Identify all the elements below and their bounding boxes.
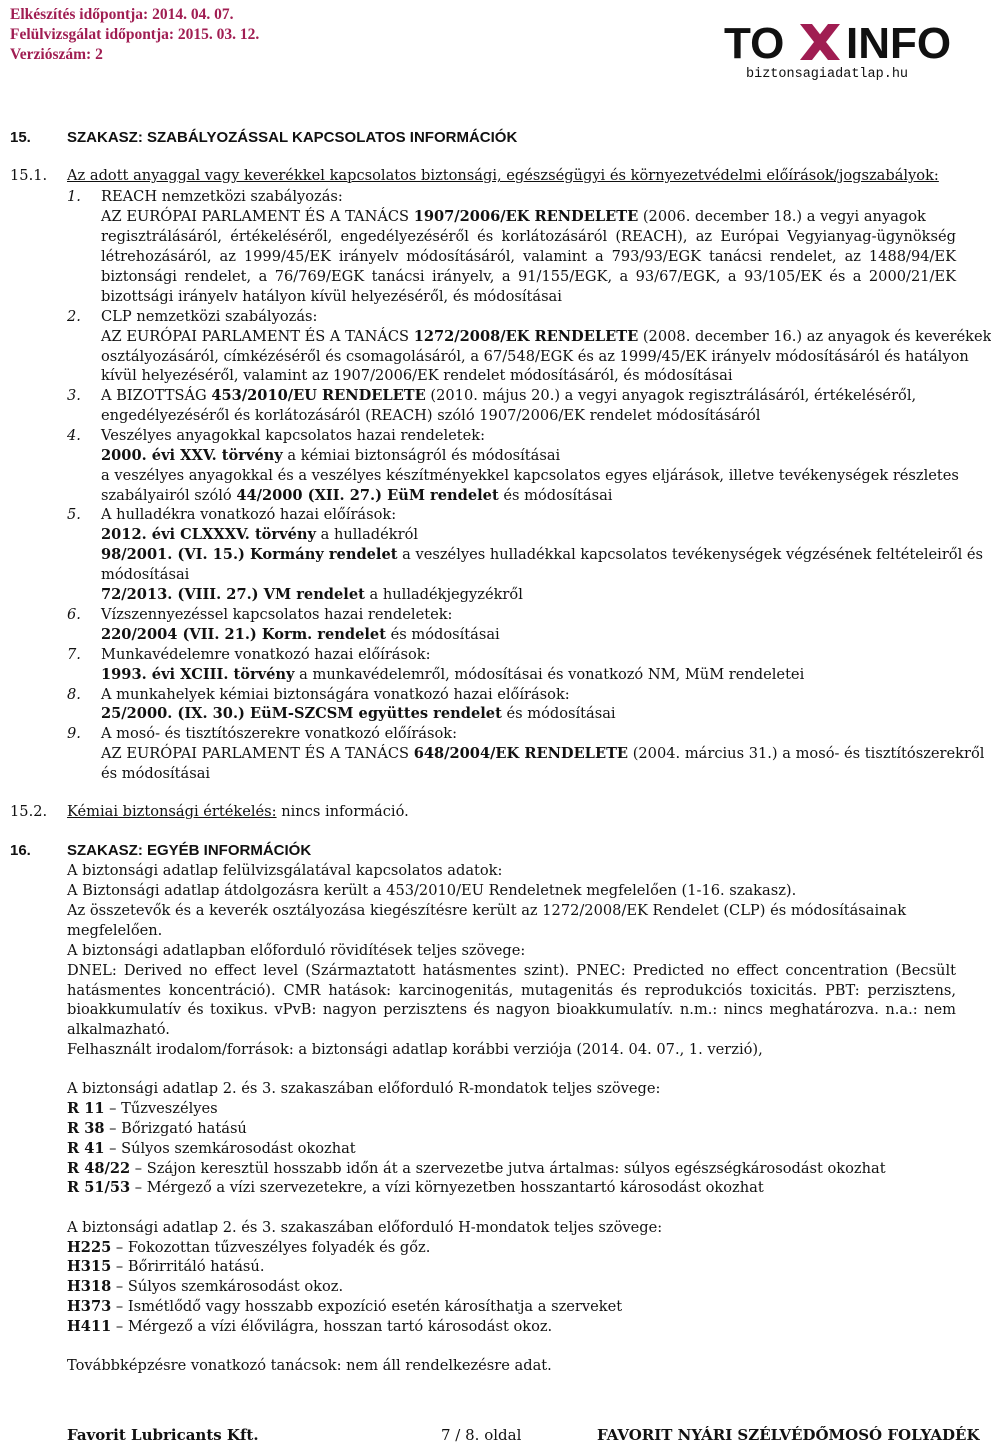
- section-16-number: 16.: [10, 842, 31, 859]
- r-phrase-item: R 41 – Súlyos szemkárosodást okozhat: [67, 1140, 356, 1157]
- item-2-line-2: osztályozásáról, címkézéséről és csomagolásáról, a 67/548/EGK és az 1999/45/EK irányelv módosításáról és hatályon: [101, 348, 969, 365]
- h-phrase-item: H411 – Mérgező a vízi élővilágra, hosszan tartó károsodást okoz.: [67, 1318, 553, 1335]
- item-5-gov-decree-cont: módosításai: [101, 566, 190, 583]
- s16-line-3: Az összetevők és a keverék osztályozása kiegészítésre került az 1272/2008/EK Rendelet (CLP) és módosításainak: [67, 902, 907, 919]
- s16-line-2: A Biztonsági adatlap átdolgozásra került a 453/2010/EU Rendeletnek megfelelően (1-16. szakasz).: [67, 882, 797, 899]
- section-16-title: SZAKASZ: EGYÉB INFORMÁCIÓK: [67, 842, 312, 859]
- footer-product-name: FAVORIT NYÁRI SZÉLVÉDŐMOSÓ FOLYADÉK: [597, 1426, 980, 1444]
- item-9-number: 9.: [67, 725, 81, 742]
- subsection-15-2-number: 15.2.: [10, 803, 48, 820]
- training-advice: Továbbképzésre vonatkozó tanácsok: nem áll rendelkezésre adat.: [67, 1357, 552, 1374]
- logo-text-right: INFO: [846, 19, 952, 68]
- section-15-number: 15.: [10, 129, 31, 146]
- subsection-15-2: Kémiai biztonsági értékelés: nincs információ.: [67, 803, 409, 820]
- s16-line-4: megfelelően.: [67, 922, 163, 939]
- item-4-law: 2000. évi XXV. törvény a kémiai biztonságról és módosításai: [101, 447, 561, 464]
- s16-line-6: DNEL: Derived no effect level (Származtatott hatásmentes szint). PNEC: Predicted no effect concentration (Becsült: [67, 962, 956, 979]
- s16-line-8: bioakkumulatív és toxikus. vPvB: nagyon perzisztens és nagyon bioakkumulatív. n.m.: nincs meghatározva. n.a.: nem: [67, 1001, 956, 1018]
- reviewed-date: Felülvizsgálat időpontja: 2015. 03. 12.: [10, 26, 260, 43]
- item-5-title: A hulladékra vonatkozó hazai előírások:: [101, 506, 397, 523]
- item-4-title: Veszélyes anyagokkal kapcsolatos hazai rendeletek:: [101, 427, 486, 444]
- r-phrase-item: R 38 – Bőrizgató hatású: [67, 1120, 247, 1137]
- s16-line-10: Felhasznált irodalom/források: a biztonsági adatlap korábbi verziója (2014. 04. 07., 1. verzió),: [67, 1041, 763, 1058]
- item-8-number: 8.: [67, 686, 81, 703]
- item-3-line-2: engedélyezéséről és korlátozásáról (REACH) szóló 1907/2006/EK rendelet módosításáról: [101, 407, 761, 424]
- section-15-title: SZAKASZ: SZABÁLYOZÁSSAL KAPCSOLATOS INFORMÁCIÓK: [67, 129, 518, 146]
- item-1-number: 1.: [67, 188, 81, 205]
- item-8-title: A munkahelyek kémiai biztonságára vonatkozó hazai előírások:: [101, 686, 570, 703]
- item-8-decree: 25/2000. (IX. 30.) EüM-SZCSM együttes rendelet és módosításai: [101, 705, 616, 722]
- h-phrase-item: H315 – Bőrirritáló hatású.: [67, 1258, 265, 1275]
- item-1-line-3: létrehozásáról, az 1999/45/EK irányelv módosításáról, valamint a 793/93/EGK tanácsi rendelet, az 1488/94/EK: [101, 248, 956, 265]
- item-4-line-b: a veszélyes anyagokkal és a veszélyes készítményekkel kapcsolatos egyes eljárások, illetve tevékenységek részletes: [101, 467, 959, 484]
- subsection-15-1-number: 15.1.: [10, 167, 48, 184]
- item-2-line-3: kívül helyezéséről, valamint az 1907/2006/EK rendelet módosításáról, és módosításai: [101, 367, 733, 384]
- item-9-regulation: AZ EURÓPAI PARLAMENT ÉS A TANÁCS 648/2004/EK RENDELETE (2004. március 31.) a mosó- és tisztítószerekről: [101, 745, 985, 762]
- logo-x-mark: [800, 24, 840, 60]
- r-phrase-item: R 48/22 – Szájon keresztül hosszabb időn át a szervezetbe jutva ártalmas: súlyos egészségkárosodást okozhat: [67, 1160, 886, 1177]
- item-4-number: 4.: [67, 427, 81, 444]
- s16-line-9: alkalmazható.: [67, 1021, 170, 1038]
- item-1-title: REACH nemzetközi szabályozás:: [101, 188, 343, 205]
- item-6-decree: 220/2004 (VII. 21.) Korm. rendelet és módosításai: [101, 626, 500, 643]
- item-1-line-5: bizottsági irányelv hatályon kívül helyezéséről, és módosításai: [101, 288, 562, 305]
- item-1-line-4: biztonsági rendelet, a 76/769/EGK tanácsi irányelv, a 91/155/EGK, a 93/67/EGK, a 93/105/EK és a 2000/21/EK: [101, 268, 956, 285]
- item-1-line-2: regisztrálásáról, értékeléséről, engedélyezéséről és korlátozásáról (REACH), az Európai Vegyianyag-ügynökség: [101, 228, 956, 245]
- footer-page-number: 7 / 8. oldal: [441, 1426, 522, 1444]
- s16-line-1: A biztonsági adatlap felülvizsgálatával kapcsolatos adatok:: [67, 862, 503, 879]
- item-6-number: 6.: [67, 606, 81, 623]
- r-phrase-item: R 11 – Tűzveszélyes: [67, 1100, 218, 1117]
- item-9-title: A mosó- és tisztítószerekre vonatkozó előírások:: [101, 725, 458, 742]
- r-phrases-intro: A biztonsági adatlap 2. és 3. szakaszában előforduló R-mondatok teljes szövege:: [67, 1080, 661, 1097]
- footer-company: Favorit Lubricants Kft.: [67, 1426, 259, 1444]
- toxinfo-logo: [724, 19, 952, 68]
- h-phrase-item: H225 – Fokozottan tűzveszélyes folyadék és gőz.: [67, 1239, 431, 1256]
- item-7-law: 1993. évi XCIII. törvény a munkavédelemről, módosításai és vonatkozó NM, MüM rendeletei: [101, 666, 805, 683]
- item-2-number: 2.: [67, 308, 81, 325]
- item-3-number: 3.: [67, 387, 81, 404]
- subsection-15-1-title: Az adott anyaggal vagy keverékkel kapcsolatos biztonsági, egészségügyi és környezetvédelmi előírások/jogszabályok:: [67, 167, 939, 184]
- s16-line-7: hatásmentes koncentráció). CMR hatások: karcinogenitás, mutagenitás és reprodukciós toxicitás. PBT: perzisztens,: [67, 982, 956, 999]
- site-name: biztonsagiadatlap.hu: [746, 67, 909, 82]
- version-number: Verziószám: 2: [10, 46, 103, 63]
- h-phrase-item: H318 – Súlyos szemkárosodást okoz.: [67, 1278, 344, 1295]
- logo-text-left: TO: [724, 19, 785, 68]
- h-phrase-item: H373 – Ismétlődő vagy hosszabb expozíció esetén károsíthatja a szerveket: [67, 1298, 623, 1315]
- item-7-number: 7.: [67, 646, 81, 663]
- created-date: Elkészítés időpontja: 2014. 04. 07.: [10, 6, 234, 23]
- h-phrases-intro: A biztonsági adatlap 2. és 3. szakaszában előforduló H-mondatok teljes szövege:: [67, 1219, 663, 1236]
- item-2-title: CLP nemzetközi szabályozás:: [101, 308, 318, 325]
- item-4-decree: szabályairól szóló 44/2000 (XII. 27.) EüM rendelet és módosításai: [101, 487, 613, 504]
- item-3-regulation: A BIZOTTSÁG 453/2010/EU RENDELETE (2010. május 20.) a vegyi anyagok regisztrálásáról, értékeléséről,: [101, 387, 917, 404]
- s16-line-5: A biztonsági adatlapban előforduló rövidítések teljes szövege:: [67, 942, 526, 959]
- item-7-title: Munkavédelemre vonatkozó hazai előírások:: [101, 646, 431, 663]
- item-5-vm-decree: 72/2013. (VIII. 27.) VM rendelet a hulladékjegyzékről: [101, 586, 523, 603]
- item-5-number: 5.: [67, 506, 81, 523]
- item-6-title: Vízszennyezéssel kapcsolatos hazai rendeletek:: [101, 606, 453, 623]
- item-5-law: 2012. évi CLXXXV. törvény a hulladékról: [101, 526, 419, 543]
- item-9-line-2: és módosításai: [101, 765, 211, 782]
- r-phrase-item: R 51/53 – Mérgező a vízi szervezetekre, a vízi környezetben hosszantartó károsodást okozhat: [67, 1179, 764, 1196]
- item-5-gov-decree: 98/2001. (VI. 15.) Kormány rendelet a veszélyes hulladékkal kapcsolatos tevékenységek végzésének feltételeiről és: [101, 546, 984, 563]
- item-2-regulation: AZ EURÓPAI PARLAMENT ÉS A TANÁCS 1272/2008/EK RENDELETE (2008. december 16.) az anyagok és keverékek: [101, 328, 991, 345]
- item-1-regulation: AZ EURÓPAI PARLAMENT ÉS A TANÁCS 1907/2006/EK RENDELETE (2006. december 18.) a vegyi anyagok: [101, 208, 926, 225]
